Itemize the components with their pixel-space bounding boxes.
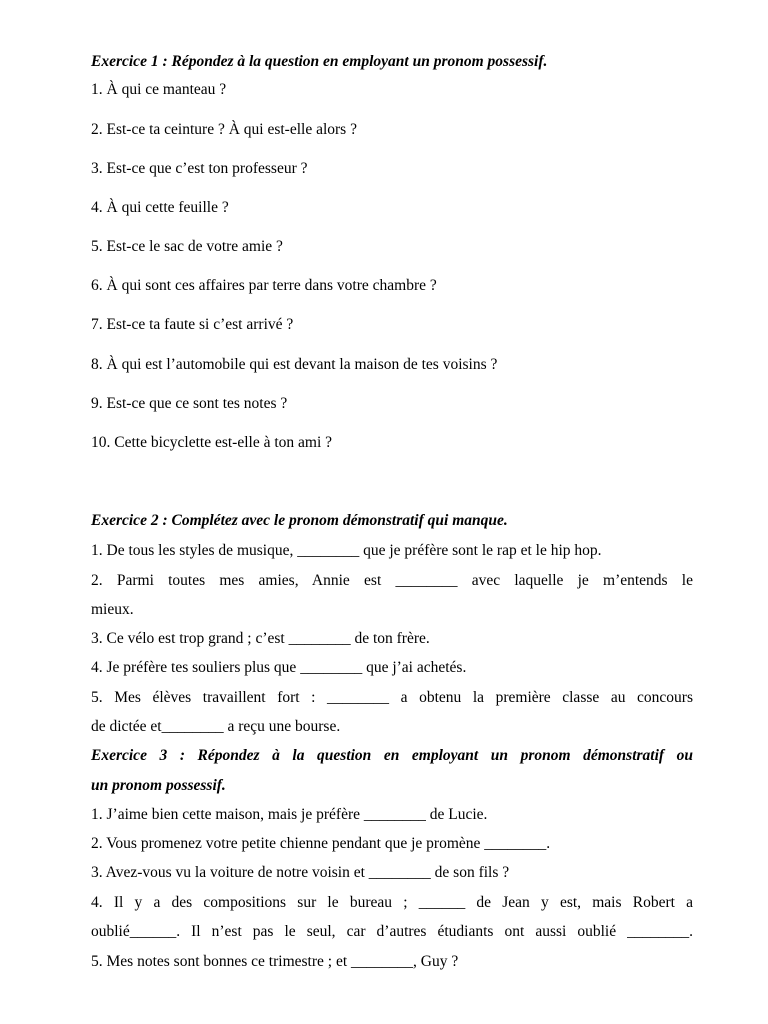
exercise-3-title-line-2: un pronom possessif. xyxy=(91,777,226,794)
exercise-2-title: Exercice 2 : Complétez avec le pronom démonstratif qui manque. xyxy=(91,512,508,529)
exercise-1-title: Exercice 1 : Répondez à la question en employant un pronom possessif. xyxy=(91,53,548,70)
exercise-3-line-2: 2. Vous promenez votre petite chienne pendant que je promène ________. xyxy=(91,835,551,852)
exercise-1-item-8: 8. À qui est l’automobile qui est devant la maison de tes voisins ? xyxy=(91,356,498,373)
exercise-2-line-4: 3. Ce vélo est trop grand ; c’est ________ de ton frère. xyxy=(91,630,430,647)
exercise-1-item-5: 5. Est-ce le sac de votre amie ? xyxy=(91,238,283,255)
exercise-2-line-3: mieux. xyxy=(91,601,134,618)
exercise-2-line-7: de dictée et________ a reçu une bourse. xyxy=(91,718,341,735)
exercise-3-line-5: oublié______. Il n’est pas le seul, car d’autres étudiants ont aussi oublié ________. xyxy=(91,923,693,940)
exercise-3-title-line-1: Exercice 3 : Répondez à la question en employant un pronom démonstratif ou xyxy=(91,747,693,764)
exercise-2-line-5: 4. Je préfère tes souliers plus que ________ que j’ai achetés. xyxy=(91,659,467,676)
exercise-1-item-2: 2. Est-ce ta ceinture ? À qui est-elle alors ? xyxy=(91,121,357,138)
exercise-1-item-1: 1. À qui ce manteau ? xyxy=(91,81,227,98)
exercise-3-line-6: 5. Mes notes sont bonnes ce trimestre ; et ________, Guy ? xyxy=(91,953,459,970)
exercise-2-line-2: 2. Parmi toutes mes amies, Annie est ________ avec laquelle je m’entends le xyxy=(91,572,693,589)
exercise-3-line-3: 3. Avez-vous vu la voiture de notre voisin et ________ de son fils ? xyxy=(91,864,510,881)
exercise-2-line-6: 5. Mes élèves travaillent fort : ________ a obtenu la première classe au concours xyxy=(91,689,693,706)
exercise-1-item-7: 7. Est-ce ta faute si c’est arrivé ? xyxy=(91,316,294,333)
exercise-1-item-3: 3. Est-ce que c’est ton professeur ? xyxy=(91,160,308,177)
exercise-1-item-4: 4. À qui cette feuille ? xyxy=(91,199,229,216)
exercise-3-line-1: 1. J’aime bien cette maison, mais je préfère ________ de Lucie. xyxy=(91,806,488,823)
exercise-1-item-10: 10. Cette bicyclette est-elle à ton ami ? xyxy=(91,434,333,451)
exercise-2-line-1: 1. De tous les styles de musique, ________ que je préfère sont le rap et le hip hop. xyxy=(91,542,602,559)
exercise-3-line-4: 4. Il y a des compositions sur le bureau ; ______ de Jean y est, mais Robert a xyxy=(91,894,693,911)
exercise-1-item-9: 9. Est-ce que ce sont tes notes ? xyxy=(91,395,288,412)
exercise-1-item-6: 6. À qui sont ces affaires par terre dans votre chambre ? xyxy=(91,277,437,294)
